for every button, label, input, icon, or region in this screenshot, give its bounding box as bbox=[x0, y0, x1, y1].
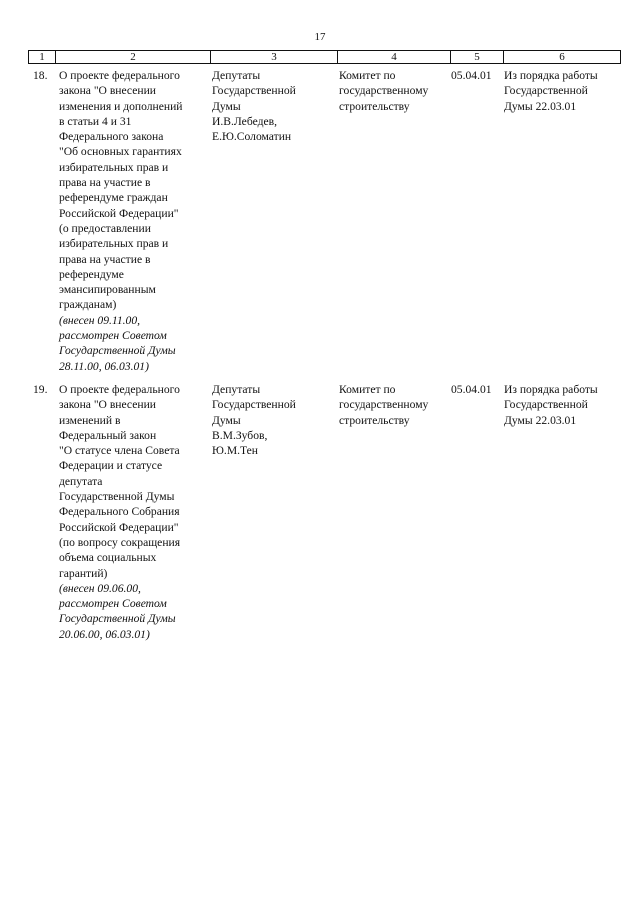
text-line: государственному bbox=[339, 398, 429, 412]
text-line: избирательных прав и bbox=[59, 237, 169, 251]
text-line: И.В.Лебедев, bbox=[212, 114, 277, 128]
text-line: эмансипированным bbox=[59, 283, 156, 297]
bill-title bbox=[59, 68, 209, 374]
column-header-4: 4 bbox=[338, 51, 451, 64]
text-line: Федерального закона bbox=[59, 130, 164, 144]
text-line: Ю.М.Тен bbox=[212, 444, 259, 458]
text-line: государственному bbox=[339, 84, 429, 98]
entry-number: 19. bbox=[33, 383, 48, 396]
submission-note-line: 20.06.00, 06.03.01) bbox=[59, 627, 150, 641]
text-line: Думы 22.03.01 bbox=[504, 99, 577, 113]
column-header-6: 6 bbox=[504, 51, 621, 64]
bill-title bbox=[59, 382, 209, 642]
text-line: "О статусе члена Совета bbox=[59, 444, 180, 458]
text-line: Депутаты bbox=[212, 69, 261, 82]
text-line: Комитет по bbox=[339, 69, 396, 82]
text-line: строительству bbox=[339, 413, 410, 427]
text-line: Е.Ю.Соломатин bbox=[212, 130, 292, 144]
text-line: Думы bbox=[212, 99, 241, 113]
text-line: референдуме bbox=[59, 267, 124, 281]
text-line: О проекте федерального bbox=[59, 383, 180, 396]
decision-basis bbox=[504, 382, 619, 428]
page-number: 17 bbox=[314, 31, 326, 43]
text-line: Государственной bbox=[212, 398, 296, 412]
bill-authors bbox=[212, 382, 334, 458]
column-header-2: 2 bbox=[56, 51, 211, 64]
text-line: права на участие в bbox=[59, 176, 151, 190]
text-line: объема социальных bbox=[59, 551, 157, 565]
submission-note-line: 28.11.00, 06.03.01) bbox=[59, 359, 149, 373]
text-line: Думы bbox=[212, 413, 241, 427]
column-header-3: 3 bbox=[211, 51, 338, 64]
text-line: Российской Федерации" bbox=[59, 206, 179, 220]
text-line: закона "О внесении bbox=[59, 84, 156, 98]
entry-number: 18. bbox=[33, 69, 48, 82]
responsible-committee bbox=[339, 382, 447, 428]
submission-note-line: рассмотрен Советом bbox=[59, 329, 167, 343]
text-line: изменения и дополнений bbox=[59, 99, 183, 113]
text-line: Государственной Думы bbox=[59, 490, 175, 504]
text-line: Депутаты bbox=[212, 383, 261, 396]
decision-basis bbox=[504, 68, 619, 114]
text-line: депутата bbox=[59, 474, 103, 488]
text-line: Государственной bbox=[212, 84, 296, 98]
text-line: Федеральный закон bbox=[59, 428, 157, 442]
text-line: (о предоставлении bbox=[59, 221, 151, 235]
text-line: Государственной bbox=[504, 84, 588, 98]
submission-note-line: (внесен 09.06.00, bbox=[59, 581, 141, 595]
text-line: Федерации и статусе bbox=[59, 459, 163, 473]
text-line: Государственной bbox=[504, 398, 588, 412]
text-line: Из порядка работы bbox=[504, 69, 598, 82]
text-line: В.М.Зубов, bbox=[212, 428, 268, 442]
submission-note-line: рассмотрен Советом bbox=[59, 597, 167, 611]
responsible-committee bbox=[339, 68, 447, 114]
text-line: изменений в bbox=[59, 413, 121, 427]
text-line: О проекте федерального bbox=[59, 69, 180, 82]
text-line: Из порядка работы bbox=[504, 383, 598, 396]
text-line: гражданам) bbox=[59, 298, 117, 312]
text-line: избирательных прав и bbox=[59, 160, 169, 174]
text-line: (по вопросу сокращения bbox=[59, 535, 181, 549]
text-line: "Об основных гарантиях bbox=[59, 145, 182, 159]
text-line: Российской Федерации" bbox=[59, 520, 179, 534]
text-line: строительству bbox=[339, 99, 410, 113]
column-header-row bbox=[28, 50, 621, 64]
text-line: в статьи 4 и 31 bbox=[59, 114, 132, 128]
submission-note-line: (внесен 09.11.00, bbox=[59, 313, 141, 327]
review-date: 05.04.01 bbox=[451, 69, 492, 82]
text-line: референдуме граждан bbox=[59, 191, 168, 205]
submission-note-line: Государственной Думы bbox=[59, 344, 176, 358]
column-header-1: 1 bbox=[29, 51, 56, 64]
bill-authors bbox=[212, 68, 334, 144]
text-line: Думы 22.03.01 bbox=[504, 413, 577, 427]
text-line: права на участие в bbox=[59, 252, 151, 266]
text-line: Комитет по bbox=[339, 383, 396, 396]
submission-note-line: Государственной Думы bbox=[59, 612, 176, 626]
column-header-5: 5 bbox=[451, 51, 504, 64]
text-line: закона "О внесении bbox=[59, 398, 156, 412]
text-line: гарантий) bbox=[59, 566, 108, 580]
text-line: Федерального Собрания bbox=[59, 505, 180, 519]
review-date: 05.04.01 bbox=[451, 383, 492, 396]
